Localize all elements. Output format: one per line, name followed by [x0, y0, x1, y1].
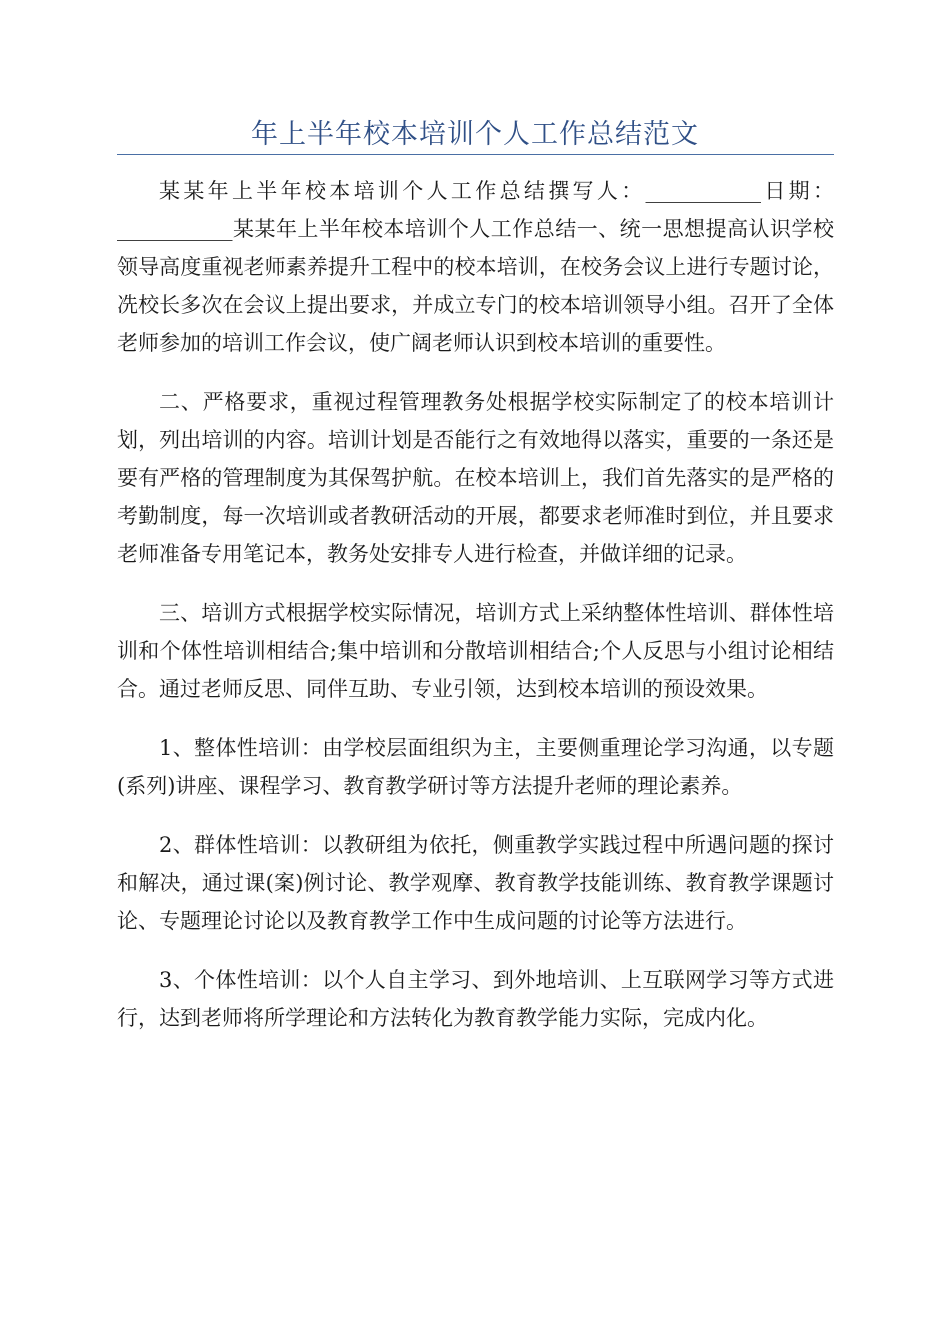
paragraph-section-2: 二、严格要求，重视过程管理教务处根据学校实际制定了的校本培训计划，列出培训的内容。培训计划是否能行之有效地得以落实，重要的一条还是要有严格的管理制度为其保驾护航。在校本培训上，我们首先落实的是严格的考勤制度，每一次培训或者教研活动的开展，都要求老师准时到位，并且要求老师准备专用笔记本，教务处安排专人进行检查，并做详细的记录。 — [117, 390, 834, 566]
document-body — [117, 172, 834, 1058]
paragraph-item-2: 2、群体性培训：以教研组为依托，侧重教学实践过程中所遇问题的探讨和解决，通过课(案)例讨论、教学观摩、教育教学技能训练、教育教学课题讨论、专题理论讨论以及教育教学工作中生成问题的讨论等方法进行。 — [117, 833, 834, 933]
title-underline — [117, 154, 834, 155]
paragraph-item-3: 3、个体性培训：以个人自主学习、到外地培训、上互联网学习等方式进行，达到老师将所学理论和方法转化为教育教学能力实际，完成内化。 — [117, 968, 834, 1030]
paragraph-intro: 某某年上半年校本培训个人工作总结撰写人：___________日期：___________某某年上半年校本培训个人工作总结一、统一思想提高认识学校领导高度重视老师素养提升工程中的校本培训，在校务会议上进行专题讨论，冼校长多次在会议上提出要求，并成立专门的校本培训领导小组。召开了全体老师参加的培训工作会议，使广阔老师认识到校本培训的重要性。 — [117, 179, 834, 355]
page-title: 年上半年校本培训个人工作总结范文 — [251, 119, 699, 150]
paragraph-item-1: 1、整体性培训：由学校层面组织为主，主要侧重理论学习沟通，以专题(系列)讲座、课程学习、教育教学研讨等方法提升老师的理论素养。 — [117, 736, 834, 798]
paragraph-section-3: 三、培训方式根据学校实际情况，培训方式上采纳整体性培训、群体性培训和个体性培训相结合;集中培训和分散培训相结合;个人反思与小组讨论相结合。通过老师反思、同伴互助、专业引领，达到校本培训的预设效果。 — [117, 601, 834, 701]
